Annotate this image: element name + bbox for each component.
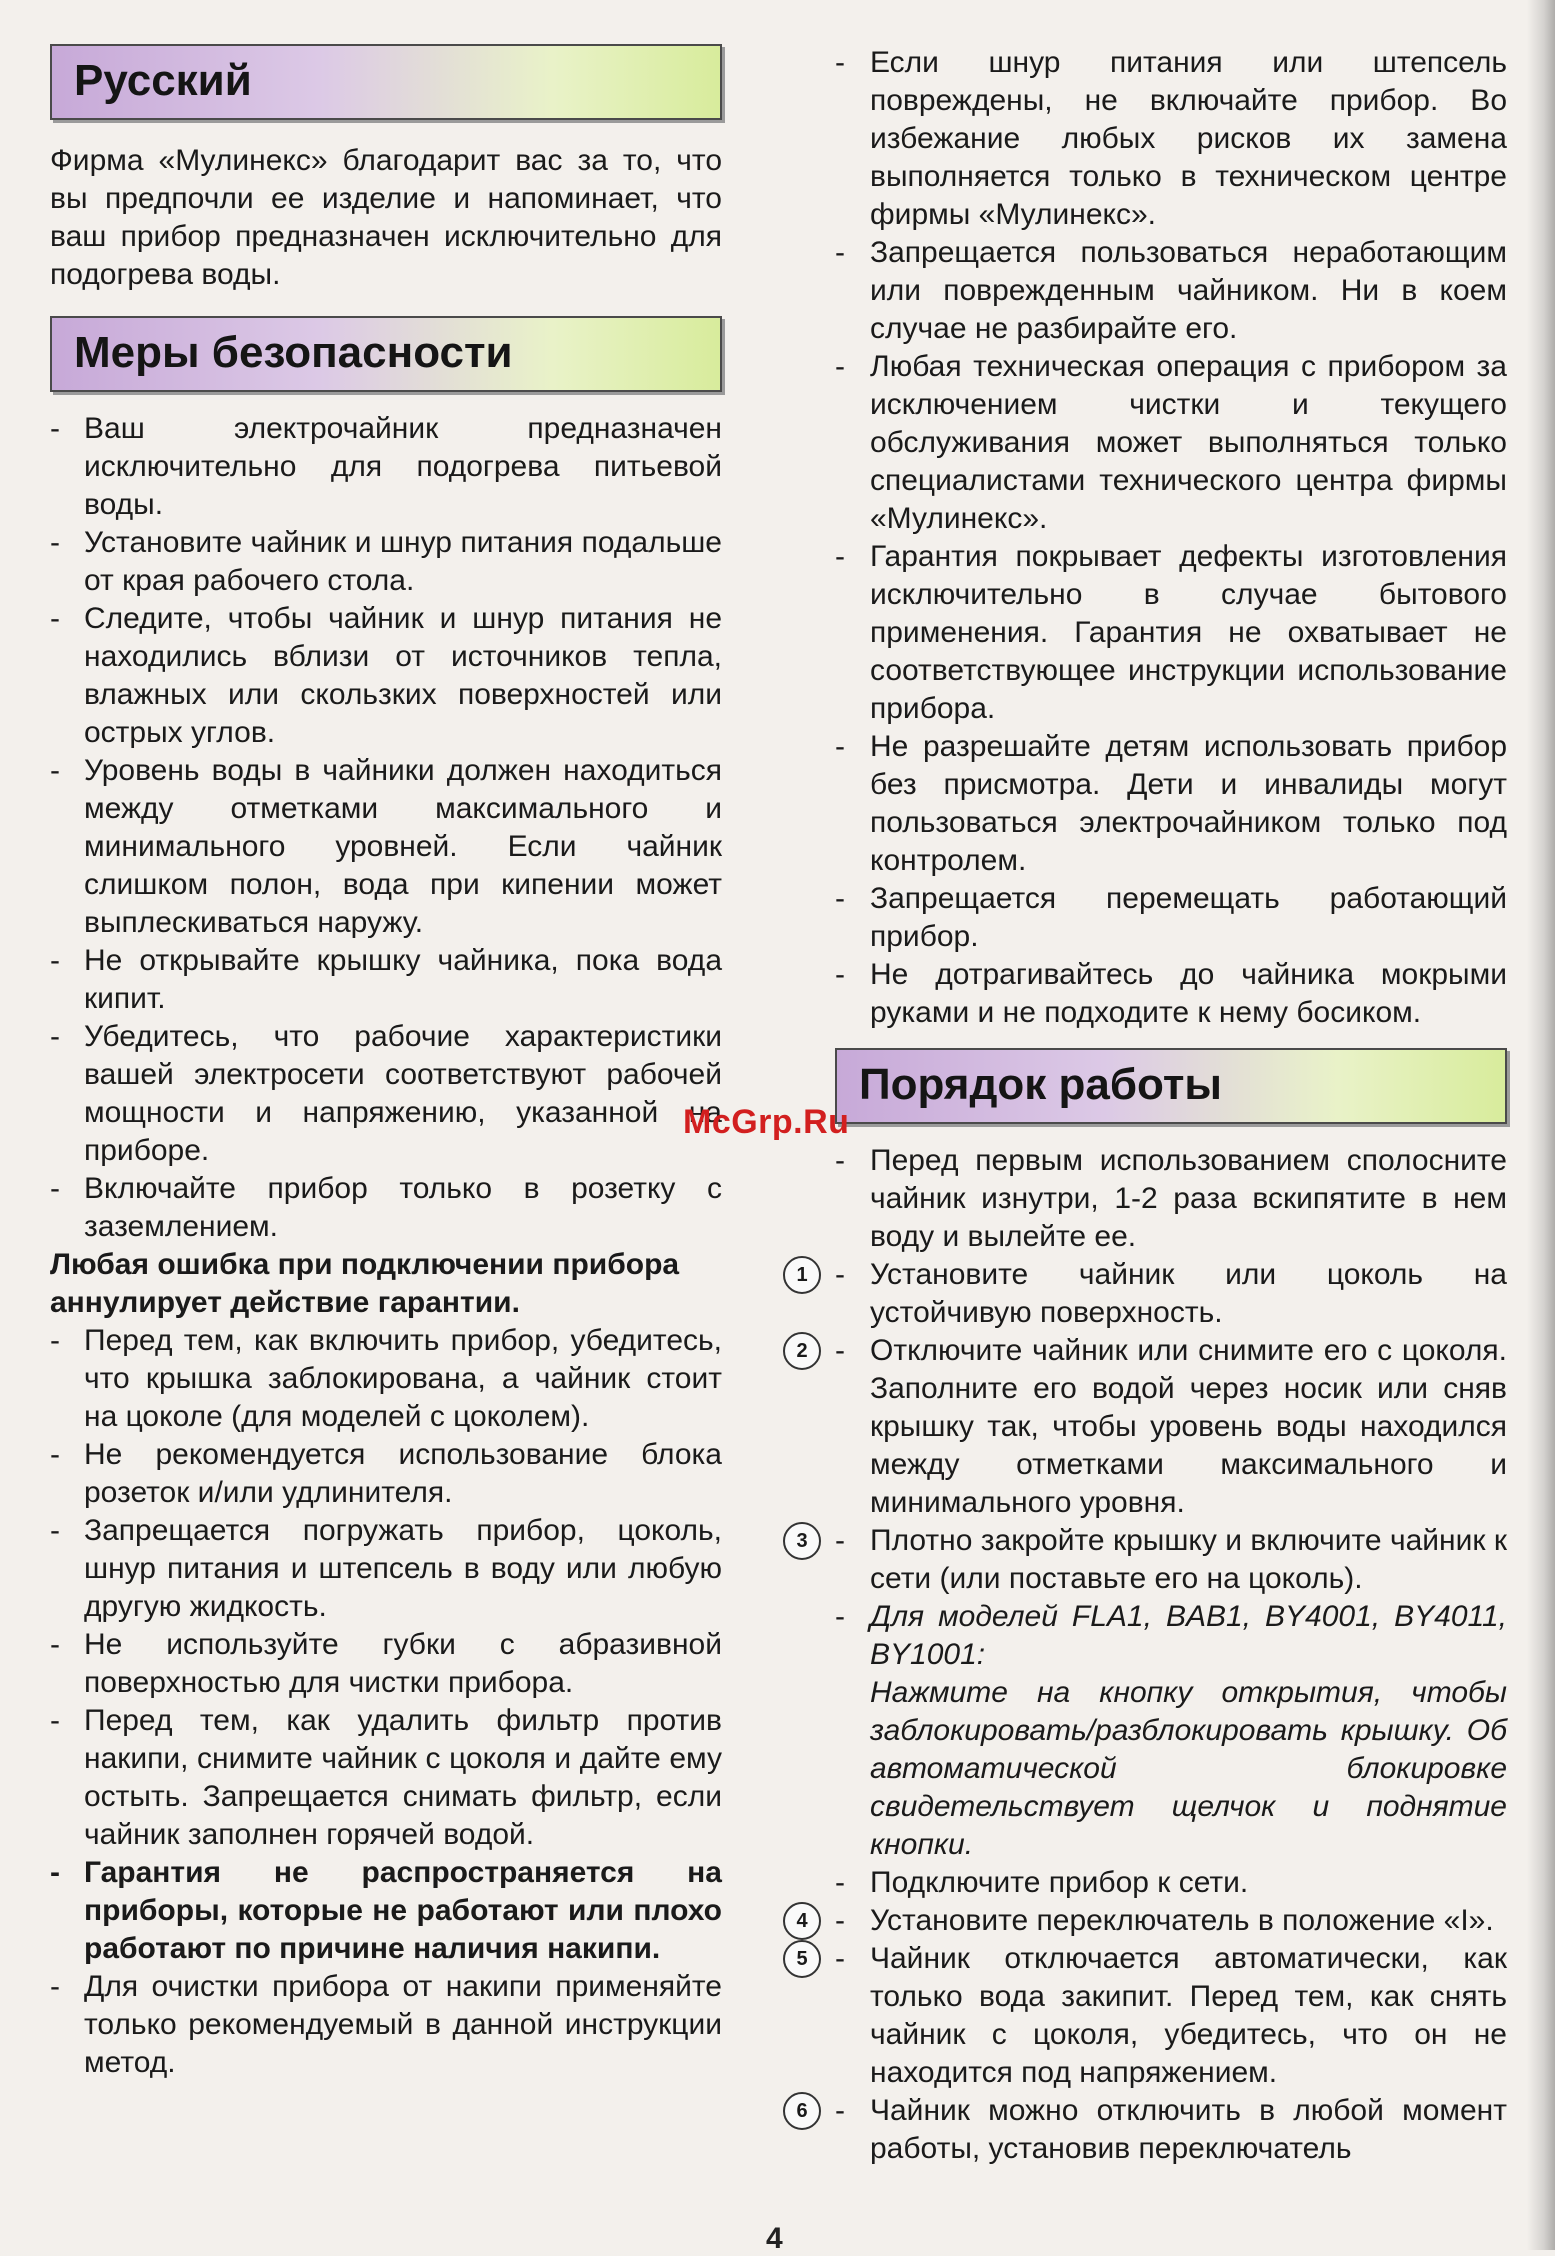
list-item: - Для очистки прибора от накипи применяйте только рекомендуемый в данной инструкции метод. bbox=[50, 1970, 722, 2079]
list-item: - Ваш электрочайник предназначен исключительно для подогрева питьевой воды. bbox=[50, 412, 722, 521]
list-item: - Перед тем, как удалить фильтр против накипи, снимите чайник с цоколя и дайте ему остыть. Запрещается снимать фильтр, если чайник заполнен горячей водой. bbox=[50, 1704, 722, 1851]
list-item-text: Перед тем, как включить прибор, убедитесь, что крышка заблокирована, а чайник стоит на цоколе (для моделей с цоколем). bbox=[84, 1324, 722, 1433]
step-number-badge: 2 bbox=[783, 1332, 821, 1370]
list-item: - Запрещается погружать прибор, цоколь, шнур питания и штепсель в воду или любую другую жидкость. bbox=[50, 1514, 722, 1623]
connect-step: - Подключите прибор к сети. bbox=[835, 1866, 1249, 1899]
step-number-badge: 5 bbox=[783, 1940, 821, 1978]
step-text: Установите чайник или цоколь на устойчивую поверхность. bbox=[870, 1258, 1507, 1329]
list-item-text: Запрещается пользоваться неработающим или поврежденным чайником. Ни в коем случае не разбирайте его. bbox=[870, 236, 1507, 345]
page-number: 4 bbox=[766, 2222, 783, 2255]
step-intro: - Перед первым использованием сполосните чайник изнутри, 1-2 раза вскипятите в нем воду и вылейте ее. bbox=[835, 1144, 1507, 1253]
list-item: - Запрещается пользоваться неработающим или поврежденным чайником. Ни в коем случае не разбирайте его. bbox=[835, 236, 1507, 345]
step-number-badge: 4 bbox=[783, 1902, 821, 1940]
list-item-text: Установите чайник и шнур питания подальше от края рабочего стола. bbox=[84, 526, 722, 597]
watermark-text: McGrp.Ru bbox=[683, 1103, 850, 1141]
list-item: - Любая техническая операция с прибором за исключением чистки и текущего обслуживания может выполняться только специалистами технического центра фирмы «Мулинекс». bbox=[835, 350, 1507, 535]
list-item-text: Не открывайте крышку чайника, пока вода кипит. bbox=[84, 944, 722, 1015]
list-item: - Не рекомендуется использование блока розеток и/или удлинителя. bbox=[50, 1438, 722, 1509]
list-item: - Запрещается перемещать работающий прибор. bbox=[835, 882, 1507, 953]
list-item: - Не открывайте крышку чайника, пока вода кипит. bbox=[50, 944, 722, 1015]
step-2: 2 - Отключите чайник или снимите его с цоколя. Заполните его водой через носик или сняв крышку так, чтобы уровень воды находился между отметками максимального и минимального уровня. bbox=[783, 1332, 1507, 1522]
list-item-text: Уровень воды в чайники должен находиться между отметками максимального и минимального уровней. Если чайник слишком полон, вода при кипении может выплескиваться наружу. bbox=[84, 754, 722, 939]
list-item: - Перед тем, как включить прибор, убедитесь, что крышка заблокирована, а чайник стоит на цоколе (для моделей с цоколем). bbox=[50, 1324, 722, 1433]
list-item-bold: - Гарантия не распространяется на приборы, которые не работают или плохо работают по причине наличия накипи. bbox=[50, 1856, 722, 1965]
step-4: 4 - Установите переключатель в положение «I». bbox=[783, 1902, 1507, 1940]
list-item-text: Запрещается перемещать работающий прибор. bbox=[870, 882, 1507, 953]
list-item-text: Запрещается погружать прибор, цоколь, шнур питания и штепсель в воду или любую другую жидкость. bbox=[84, 1514, 722, 1623]
step-text: Установите переключатель в положение «I». bbox=[870, 1904, 1494, 1937]
step-number-badge: 3 bbox=[783, 1522, 821, 1560]
step-number-badge: 1 bbox=[783, 1256, 821, 1294]
list-item-text: Перед тем, как удалить фильтр против накипи, снимите чайник с цоколя и дайте ему остыть. Запрещается снимать фильтр, если чайник заполнен горячей водой. bbox=[84, 1704, 722, 1851]
step-1: 1 - Установите чайник или цоколь на устойчивую поверхность. bbox=[783, 1256, 1507, 1332]
list-item: - Гарантия покрывает дефекты изготовления исключительно в случае бытового применения. Гарантия не охватывает не соответствующее инструкции использование прибора. bbox=[835, 540, 1507, 725]
list-item-text: Не дотрагивайтесь до чайника мокрыми руками и не подходите к нему босиком. bbox=[870, 958, 1507, 1029]
list-item: - Включайте прибор только в розетку с заземлением. bbox=[50, 1172, 722, 1243]
list-item: - Если шнур питания или штепсель повреждены, не включайте прибор. Во избежание любых рисков их замена выполняется только в техническом центре фирмы «Мулинекс». bbox=[835, 46, 1507, 231]
step-text: Плотно закройте крышку и включите чайник к сети (или поставьте его на цоколь). bbox=[870, 1524, 1507, 1595]
step-text: Чайник можно отключить в любой момент работы, установив переключатель bbox=[870, 2094, 1507, 2165]
step-text: Подключите прибор к сети. bbox=[870, 1866, 1249, 1899]
page-edge-shadow bbox=[1527, 0, 1555, 2250]
section-header-operation: Порядок работы bbox=[835, 1048, 1507, 1124]
list-item-text: Для очистки прибора от накипи применяйте только рекомендуемый в данной инструкции метод. bbox=[84, 1970, 722, 2079]
list-item: - Убедитесь, что рабочие характеристики вашей электросети соответствуют рабочей мощности и напряжению, указанной на приборе. bbox=[50, 1020, 722, 1167]
step-text: Перед первым использованием сполосните чайник изнутри, 1-2 раза вскипятите в нем воду и вылейте ее. bbox=[870, 1144, 1507, 1253]
intro-paragraph: Фирма «Мулинекс» благодарит вас за то, что вы предпочли ее изделие и напоминает, что ваш прибор предназначен исключительно для подогрева воды. bbox=[50, 144, 722, 291]
operation-steps bbox=[783, 1142, 1507, 2168]
models-note: - Для моделей FLA1, BAB1, BY4001, BY4011, BY1001: Нажмите на кнопку открытия, чтобы заблокировать/разблокировать крышку. Об автоматической блокировке свидетельствует щелчок и поднятие кнопки. bbox=[835, 1600, 1507, 1861]
models-note-text: Нажмите на кнопку открытия, чтобы заблокировать/разблокировать крышку. Об автоматической блокировке свидетельствует щелчок и поднятие кнопки. bbox=[870, 1676, 1507, 1861]
section-header-safety: Меры безопасности bbox=[50, 316, 722, 392]
right-column bbox=[783, 44, 1507, 2168]
list-item: - Не используйте губки с абразивной поверхностью для чистки прибора. bbox=[50, 1628, 722, 1699]
section-header-language: Русский bbox=[50, 44, 722, 120]
safety-list-continued bbox=[783, 44, 1507, 1032]
step-text: Чайник отключается автоматически, как только вода закипит. Перед тем, как снять чайник с цоколя, убедитесь, что он не находится под напряжением. bbox=[870, 1942, 1507, 2089]
list-item: - Следите, чтобы чайник и шнур питания не находились вблизи от источников тепла, влажных или скользких поверхностей или острых углов. bbox=[50, 602, 722, 749]
list-item: - Установите чайник и шнур питания подальше от края рабочего стола. bbox=[50, 526, 722, 597]
step-5: 5 - Чайник отключается автоматически, как только вода закипит. Перед тем, как снять чайник с цоколя, убедитесь, что он не находится под напряжением. bbox=[783, 1940, 1507, 2092]
list-item-text: Не рекомендуется использование блока розеток и/или удлинителя. bbox=[84, 1438, 722, 1509]
models-note-title: Для моделей FLA1, BAB1, BY4001, BY4011, BY1001: bbox=[870, 1600, 1507, 1671]
left-column bbox=[50, 44, 722, 2082]
list-item: - Не разрешайте детям использовать прибор без присмотра. Дети и инвалиды могут пользоваться электрочайником только под контролем. bbox=[835, 730, 1507, 877]
list-item-text: Не используйте губки с абразивной поверхностью для чистки прибора. bbox=[84, 1628, 722, 1699]
list-item-text: Гарантия не распространяется на приборы, которые не работают или плохо работают по причине наличия накипи. bbox=[84, 1856, 722, 1965]
safety-list bbox=[50, 410, 722, 2082]
list-item-text: Не разрешайте детям использовать прибор без присмотра. Дети и инвалиды могут пользоваться электрочайником только под контролем. bbox=[870, 730, 1507, 877]
step-3: 3 - Плотно закройте крышку и включите чайник к сети (или поставьте его на цоколь). bbox=[783, 1522, 1507, 1598]
list-item-text: Убедитесь, что рабочие характеристики вашей электросети соответствуют рабочей мощности и напряжению, указанной на приборе. bbox=[84, 1020, 722, 1167]
list-item: - Уровень воды в чайники должен находиться между отметками максимального и минимального уровней. Если чайник слишком полон, вода при кипении может выплескиваться наружу. bbox=[50, 754, 722, 939]
list-item-text: Ваш электрочайник предназначен исключительно для подогрева питьевой воды. bbox=[84, 412, 722, 521]
list-item-text: Включайте прибор только в розетку с заземлением. bbox=[84, 1172, 722, 1243]
step-number-badge: 6 bbox=[783, 2092, 821, 2130]
list-item-text: Следите, чтобы чайник и шнур питания не находились вблизи от источников тепла, влажных или скользких поверхностей или острых углов. bbox=[84, 602, 722, 749]
step-6: 6 - Чайник можно отключить в любой момент работы, установив переключатель bbox=[783, 2092, 1507, 2168]
step-text: Отключите чайник или снимите его с цоколя. Заполните его водой через носик или сняв крышку так, чтобы уровень воды находился между отметками максимального и минимального уровня. bbox=[870, 1334, 1507, 1519]
warranty-warning: Любая ошибка при подключении прибора аннулирует действие гарантии. bbox=[50, 1248, 680, 1319]
list-item: - Не дотрагивайтесь до чайника мокрыми руками и не подходите к нему босиком. bbox=[835, 958, 1507, 1029]
list-item-text: Гарантия покрывает дефекты изготовления исключительно в случае бытового применения. Гарантия не охватывает не соответствующее инструкции использование прибора. bbox=[870, 540, 1507, 725]
list-item-text: Если шнур питания или штепсель повреждены, не включайте прибор. Во избежание любых рисков их замена выполняется только в техническом центре фирмы «Мулинекс». bbox=[870, 46, 1507, 231]
list-item-text: Любая техническая операция с прибором за исключением чистки и текущего обслуживания может выполняться только специалистами технического центра фирмы «Мулинекс». bbox=[870, 350, 1507, 535]
